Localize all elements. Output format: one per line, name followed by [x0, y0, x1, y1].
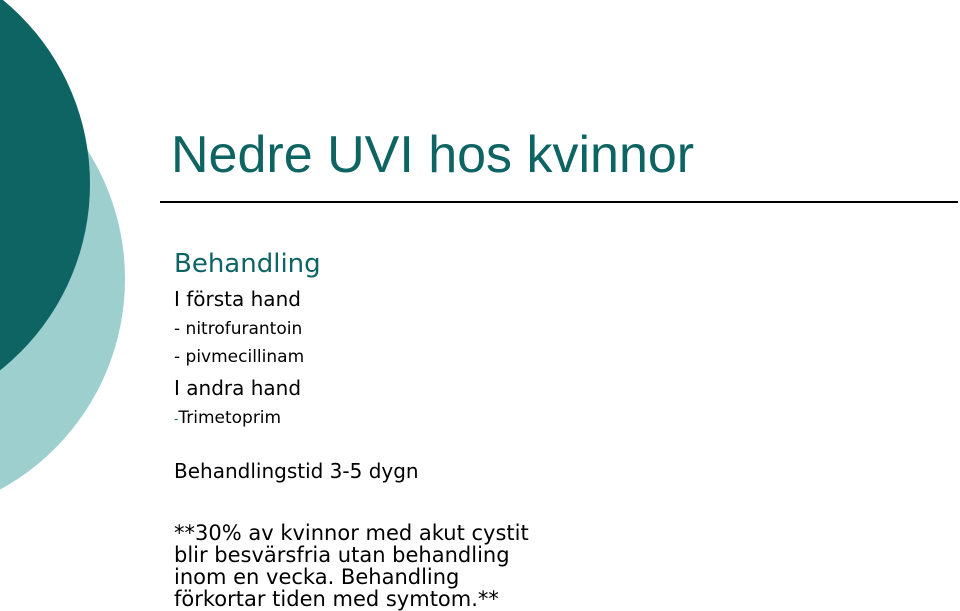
- note-line: **30% av kvinnor med akut cystit: [174, 521, 529, 545]
- treatment-duration: Behandlingstid 3-5 dygn: [174, 459, 419, 483]
- second-line-heading: I andra hand: [174, 376, 302, 400]
- title-divider: [160, 201, 958, 203]
- first-line-item-2: - pivmecillinam: [174, 347, 305, 367]
- second-line-item-dash: -: [174, 412, 179, 426]
- section-heading: Behandling: [174, 249, 321, 279]
- first-line-heading: I första hand: [174, 287, 301, 311]
- slide-title: Nedre UVI hos kvinnor: [171, 126, 695, 184]
- note-line: inom en vecka. Behandling: [174, 565, 460, 589]
- clinical-note: [174, 522, 594, 610]
- first-line-item-1: - nitrofurantoin: [174, 319, 303, 339]
- note-line: förkortar tiden med symtom.**: [174, 587, 499, 611]
- second-line-item: [174, 408, 281, 429]
- second-line-item-text: Trimetoprim: [178, 408, 282, 428]
- note-line: blir besvärsfria utan behandling: [174, 543, 510, 567]
